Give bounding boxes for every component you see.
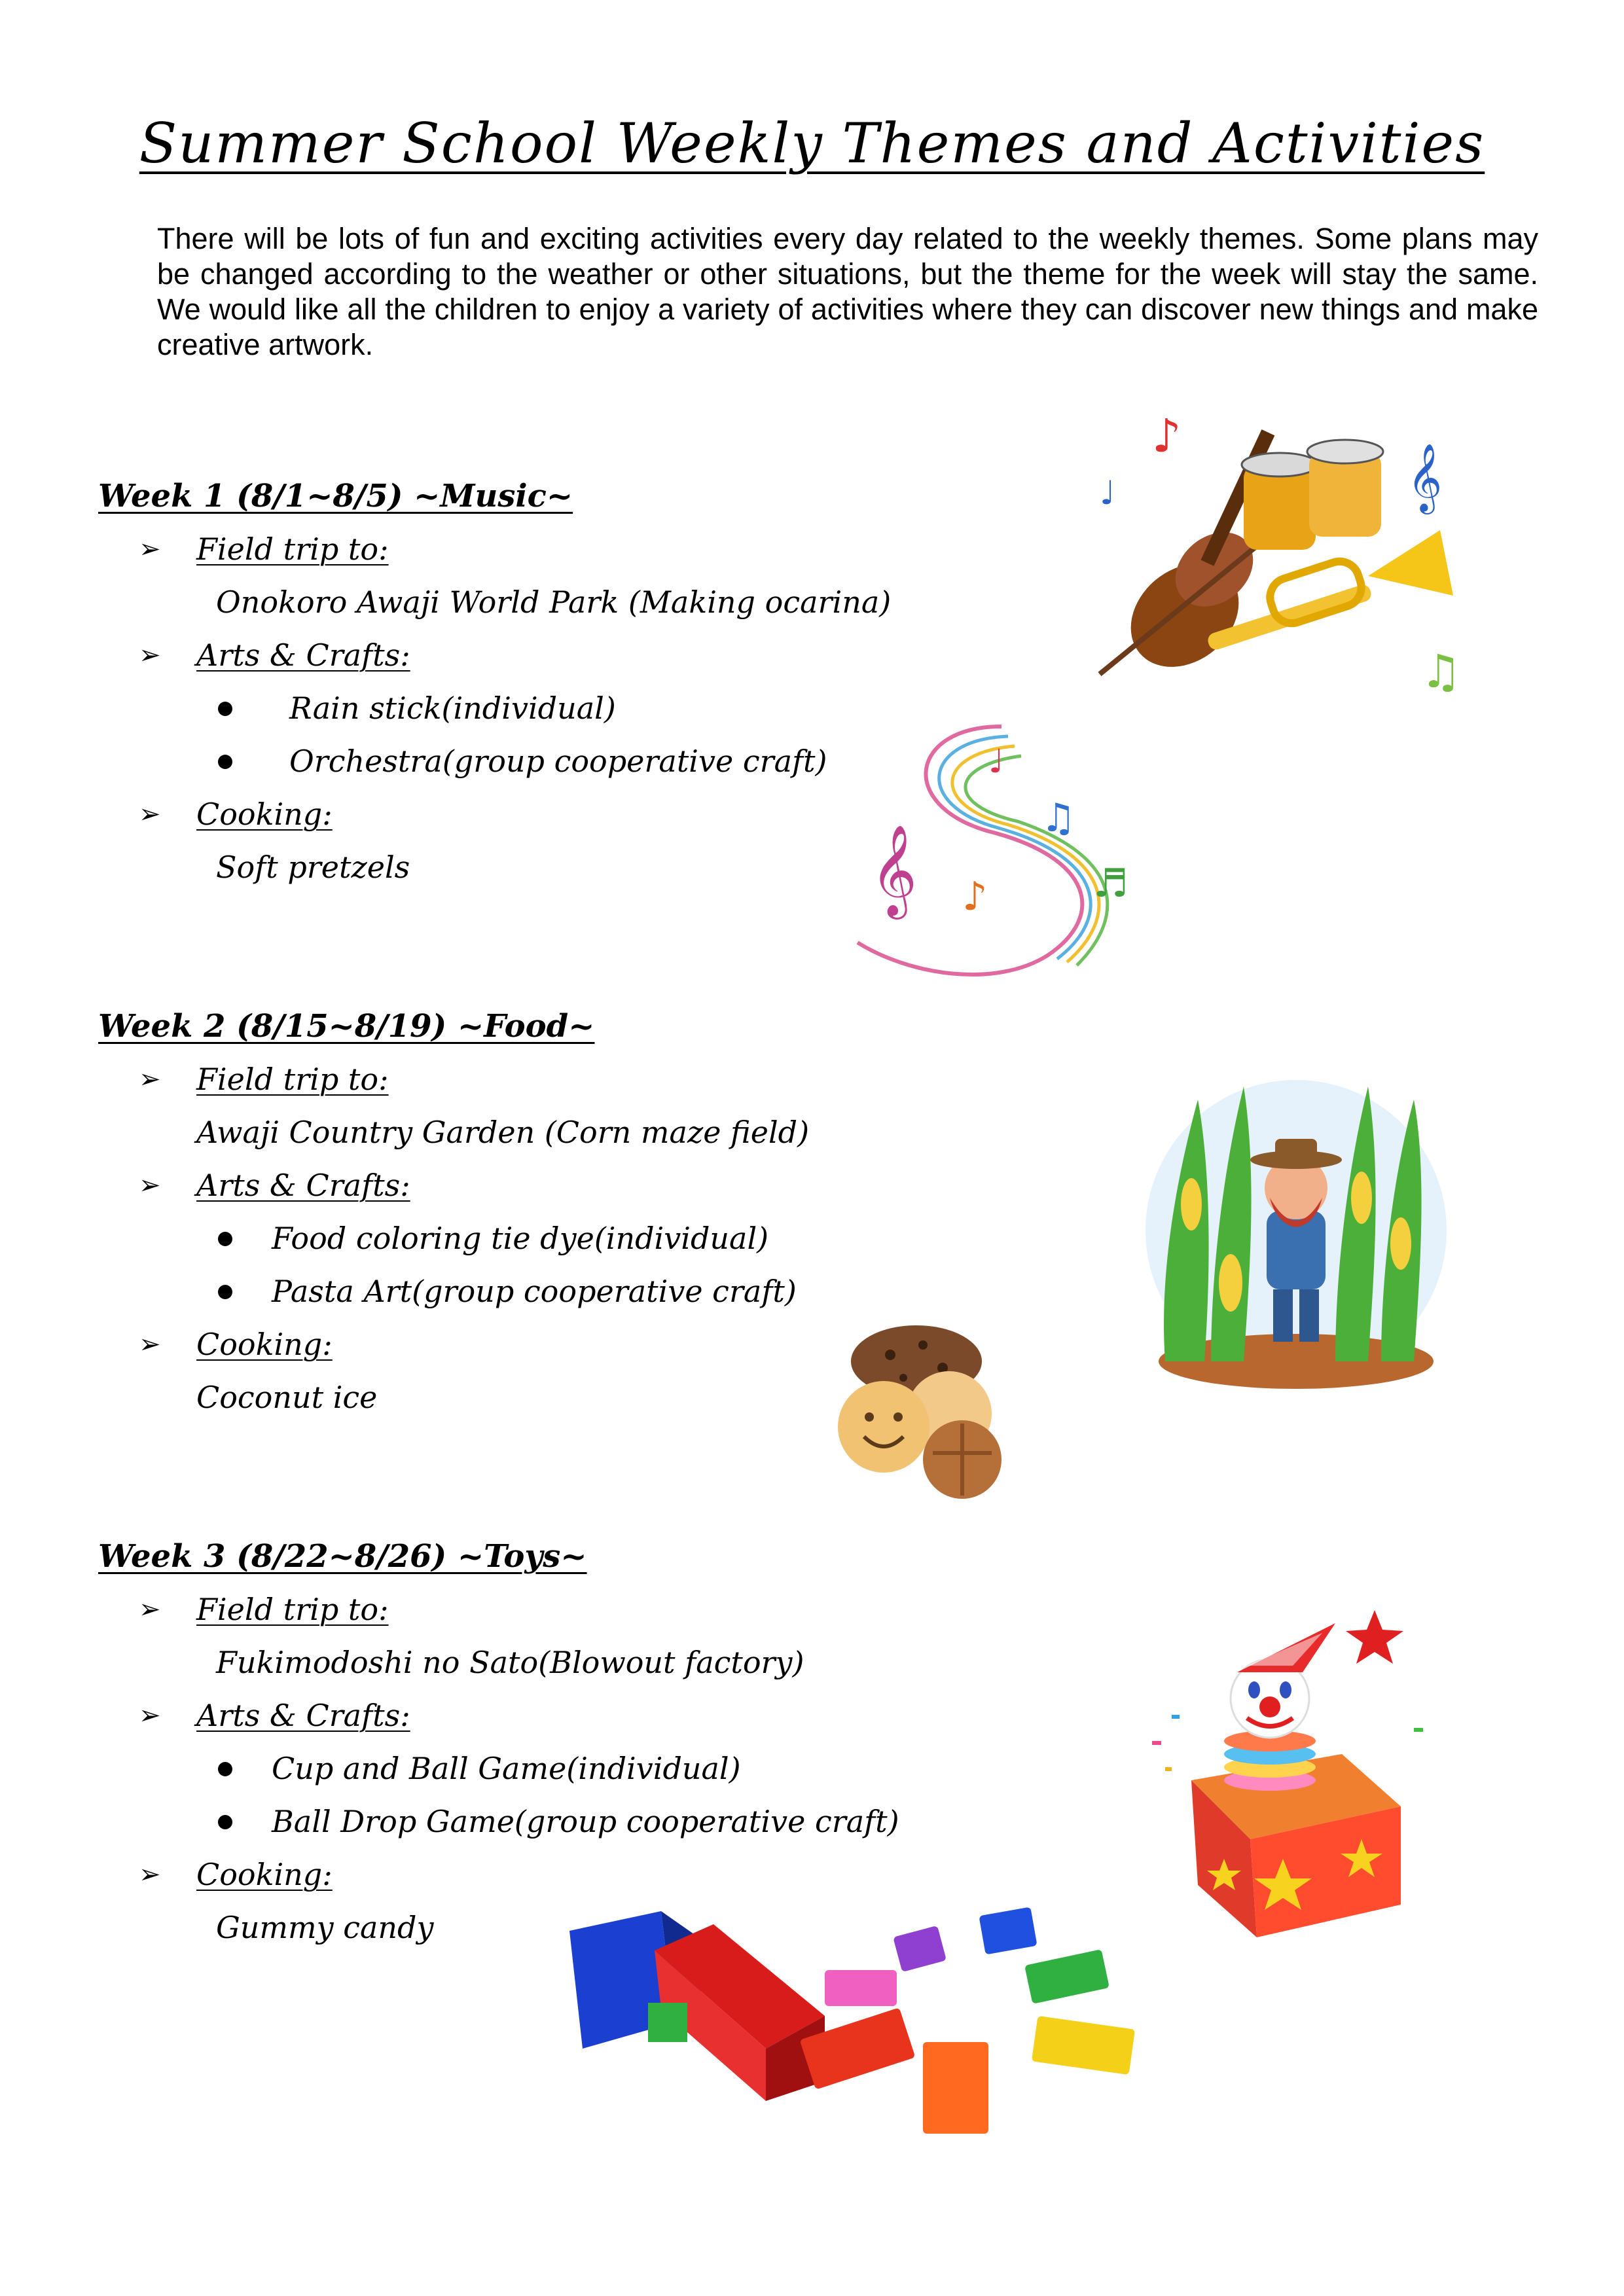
arrowhead-bullet-icon: ➢: [139, 1594, 161, 1624]
clown-face-icon: [1231, 1623, 1335, 1738]
instruments-illustration: [1074, 399, 1479, 700]
round-bullet-icon: [218, 755, 232, 769]
arrowhead-bullet-icon: ➢: [139, 799, 161, 829]
arts-crafts-label-row: [98, 629, 1080, 682]
cookies-illustration: [818, 1316, 1028, 1499]
music-note-icon: ♩: [1100, 474, 1115, 512]
arrowhead-bullet-icon: ➢: [139, 1859, 161, 1890]
music-note-icon: ♫: [1041, 795, 1076, 841]
craft-item: Food coloring tie dye(individual): [98, 1212, 1080, 1265]
arrowhead-bullet-icon: ➢: [139, 640, 161, 670]
arrowhead-bullet-icon: ➢: [139, 534, 161, 564]
field-trip-destination: Onokoro Awaji World Park (Making ocarina): [216, 584, 892, 620]
music-notes-swirl-illustration: [831, 700, 1172, 1001]
cooking-item: Coconut ice: [196, 1380, 378, 1415]
toy-block-icon: [825, 1970, 897, 2006]
music-note-icon: ♩: [988, 742, 1004, 780]
round-bullet-icon: [218, 702, 232, 716]
field-trip-label: Field trip to:: [196, 1062, 389, 1097]
music-note-icon: ♬: [1093, 861, 1128, 906]
arts-crafts-label-row: [98, 1689, 1080, 1742]
cooking-label: Cooking:: [196, 1327, 333, 1362]
craft-item: Rain stick(individual): [98, 682, 1080, 735]
arts-crafts-label: Arts & Crafts:: [196, 637, 410, 673]
field-trip-label-row: [98, 1053, 1080, 1106]
treble-clef-icon: 𝄞: [1407, 443, 1443, 512]
field-trip-label-row: [98, 523, 1080, 576]
toy-block-icon: [923, 2042, 988, 2134]
field-trip-label: Field trip to:: [196, 531, 389, 567]
spring-icon: [1224, 1731, 1316, 1791]
smiley-cookie-icon: [838, 1381, 929, 1473]
corn-maze-farmer-illustration: [1139, 1073, 1453, 1394]
arrowhead-bullet-icon: ➢: [139, 1700, 161, 1731]
arrowhead-bullet-icon: ➢: [139, 1064, 161, 1094]
arrowhead-bullet-icon: ➢: [139, 1170, 161, 1200]
round-bullet-icon: [218, 1815, 232, 1829]
treble-clef-icon: 𝄞: [871, 825, 917, 916]
arrowhead-bullet-icon: ➢: [139, 1329, 161, 1359]
music-note-icon: ♪: [1152, 409, 1182, 463]
round-bullet-icon: [218, 1232, 232, 1246]
jack-in-the-box-illustration: [1126, 1610, 1453, 1950]
craft-item: Orchestra(group cooperative craft): [98, 735, 1080, 788]
cooking-label: Cooking:: [196, 1857, 333, 1892]
round-bullet-icon: [218, 1762, 232, 1776]
craft-item: Pasta Art(group cooperative craft): [98, 1265, 1080, 1318]
field-trip-destination: Awaji Country Garden (Corn maze field): [196, 1115, 810, 1150]
arts-crafts-label: Arts & Crafts:: [196, 1698, 410, 1733]
drums-icon: [1242, 440, 1383, 550]
toy-blocks-illustration: [497, 1872, 1152, 2160]
toy-block-icon: [1024, 1949, 1110, 2004]
field-trip-destination: Fukimodoshi no Sato(Blowout factory): [216, 1645, 804, 1680]
week-heading: Week 2 (8/15~8/19) ~Food~: [98, 1008, 595, 1045]
craft-item: Ball Drop Game(group cooperative craft): [98, 1795, 1080, 1848]
arts-crafts-label-row: [98, 1159, 1080, 1212]
toy-block-icon: [1032, 2016, 1135, 2075]
intro-paragraph: There will be lots of fun and exciting activities every day related to the weekly themes. Some plans may be changed according to the weather or other situations, but the theme for the week will stay the same. We would like all the children to enjoy a variety of activities where they can discover new things and make creative artwork.: [157, 222, 1538, 361]
music-note-icon: ♫: [1420, 645, 1462, 698]
page-title: Summer School Weekly Themes and Activities: [139, 111, 1485, 175]
cooking-item: Soft pretzels: [216, 850, 410, 885]
toy-block-icon: [648, 2003, 687, 2042]
cooking-label: Cooking:: [196, 797, 333, 832]
toy-block-icon: [893, 1926, 947, 1972]
round-bullet-icon: [218, 1285, 232, 1299]
field-trip-label-row: [98, 1583, 1080, 1636]
week-heading: Week 1 (8/1~8/5) ~Music~: [98, 478, 573, 514]
arts-crafts-label: Arts & Crafts:: [196, 1168, 410, 1203]
star-icon: [1346, 1610, 1403, 1664]
field-trip-label: Field trip to:: [196, 1592, 389, 1627]
music-note-icon: ♪: [962, 874, 988, 920]
craft-item: Cup and Ball Game(individual): [98, 1742, 1080, 1795]
cooking-item: Gummy candy: [216, 1910, 434, 1945]
week-heading: Week 3 (8/22~8/26) ~Toys~: [98, 1538, 587, 1575]
toy-block-icon: [979, 1907, 1037, 1955]
